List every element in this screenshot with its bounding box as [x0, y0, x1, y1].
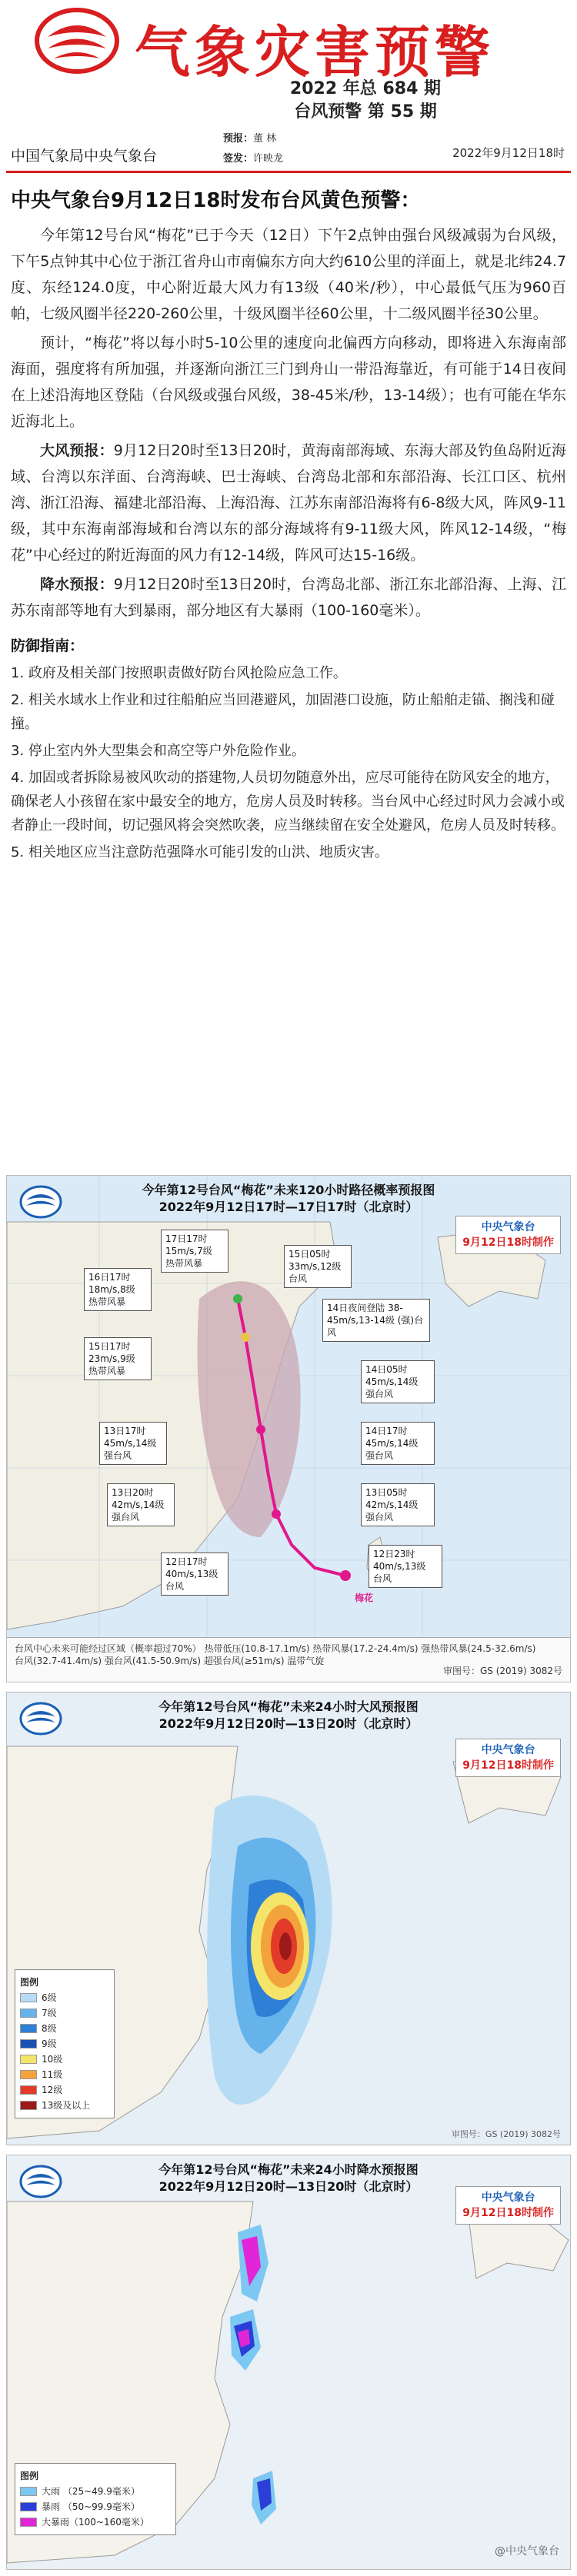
- document-header: [0, 0, 577, 165]
- weibo-watermark: @中央气象台: [495, 2545, 559, 2558]
- track-label: 14日17时 45m/s,14级 强台风: [361, 1422, 435, 1465]
- storm-name-label: 梅花: [355, 1593, 374, 1603]
- map2-title: 今年第12号台风“梅花”未来24小时大风预报图: [158, 1699, 419, 1714]
- map1-footer-line1: 台风中心未来可能经过区域（概率超过70%） 热带低压(10.8-17.1m/s) 热带风暴(17.2-24.4m/s) 强热带风暴(24.5-32.6m/s): [15, 1643, 536, 1654]
- map2-review-number: 审图号：GS (2019) 3082号: [451, 2129, 561, 2139]
- legend-label: 10级: [42, 2054, 63, 2065]
- track-label: 15日05时 33m/s,12级 台风: [284, 1245, 352, 1288]
- map2-brand-name: 中央气象台: [481, 1744, 535, 1756]
- legend-row: [20, 2005, 109, 2021]
- header-divider: [6, 171, 571, 173]
- map3-subtitle: 2022年9月12日20时—13日20时（北京时）: [158, 2179, 419, 2194]
- issue-total: 2022 年总 684 期: [289, 79, 442, 98]
- issuer-name: 许映龙: [253, 153, 284, 165]
- map3-legend: [15, 2463, 176, 2535]
- rain-label: 降水预报：: [40, 576, 114, 593]
- legend-label: 暴雨 （50~99.9毫米）: [42, 2501, 140, 2512]
- cma-logo-icon: [31, 6, 123, 75]
- legend-label: 7级: [42, 2008, 57, 2019]
- legend-label: 9级: [42, 2039, 57, 2049]
- map2-brand-time: 9月12日18时制作: [462, 1759, 554, 1772]
- legend-row: [20, 2098, 109, 2113]
- agency-name: 中国气象局中央气象台: [11, 148, 158, 165]
- guide-item: 5. 相关地区应当注意防范强降水可能引发的山洪、地质灾害。: [11, 844, 389, 860]
- track-label: 15日17时 23m/s,9级 热带风暴: [84, 1337, 152, 1380]
- legend-swatch: [20, 2009, 37, 2018]
- track-label: 17日17时 15m/s,7级 热带风暴: [161, 1230, 228, 1273]
- map2-subtitle: 2022年9月12日20时—13日20时（北京时）: [158, 1716, 419, 1731]
- forecaster-label: 预报：: [223, 133, 254, 145]
- guide-title: 防御指南：: [11, 637, 85, 654]
- legend-swatch: [20, 1993, 37, 2002]
- guide-list: [11, 661, 566, 864]
- track-label: 14日05时 45m/s,14级 强台风: [361, 1360, 435, 1403]
- paragraph-rain: [11, 571, 566, 624]
- legend-swatch: [20, 2039, 37, 2048]
- legend-row: [20, 2036, 109, 2052]
- legend-label: 12级: [42, 2085, 63, 2095]
- document-title: 气象灾害预警: [135, 20, 495, 85]
- track-label: 12日23时 40m/s,13级 台风: [369, 1545, 442, 1588]
- track-forecast-map: [6, 1175, 571, 1682]
- paragraph-forecast: 预计，“梅花”将以每小时5-10公里的速度向北偏西方向移动，即将进入东海南部海面，强度将有所加强，并逐渐向浙江三门到舟山一带沿海靠近，有可能于14日夜间在上述沿海地区登陆（台风级或强台风级，38-45米/秒，13-14级）；也有可能在华东近海北上。: [11, 334, 566, 430]
- guide-item: 2. 相关水域水上作业和过往船舶应当回港避风，加固港口设施，防止船舶走锚、搁浅和碰撞。: [11, 692, 555, 732]
- warning-subject: 中央气象台9月12日18时发布台风黄色预警：: [11, 189, 421, 212]
- legend-row: [20, 2082, 109, 2098]
- track-label: 12日17时 40m/s,13级 台风: [161, 1553, 228, 1596]
- map3-brand: [455, 2186, 561, 2225]
- signatories: [223, 129, 283, 169]
- legend-label: 11级: [42, 2069, 63, 2080]
- legend-swatch: [20, 2518, 37, 2527]
- map1-subtitle: 2022年9月12日17时—17日17时（北京时）: [158, 1200, 419, 1214]
- map1-brand-time: 9月12日18时制作: [462, 1236, 554, 1249]
- legend-swatch: [20, 2024, 37, 2033]
- wind-text: 9月12日20时至13日20时，黄海南部海域、东海大部及钓鱼岛附近海域、台湾以东洋面、台湾海峡、巴士海峡、台湾岛北部和东部沿海、长江口区、杭州湾、浙江沿海、福建北部沿海、上海沿海、江苏东南部沿海将有6-8级大风，阵风9-11级，其中东海南部海域和台湾以东的部分海域将有9-11级大风，阵风12-14级，“梅花”中心经过的附近海面的风力有12-14级，阵风可达15-16级。: [11, 442, 566, 564]
- guide-item: 3. 停止室内外大型集会和高空等户外危险作业。: [11, 743, 305, 759]
- track-label: 16日17时 18m/s,8级 热带风暴: [84, 1268, 152, 1311]
- paragraph-current-status: 今年第12号台风“梅花”已于今天（12日）下午2点钟由强台风级减弱为台风级，下午5点钟其中心位于浙江省舟山市南偏东方向大约610公里的洋面上，就是北纬24.7度、东经124.0度，中心附近最大风力有13级（40米/秒），中心最低气压为960百帕，七级风圈半径220-260公里，十级风圈半径60公里，十二级风圈半径30公里。: [11, 227, 566, 322]
- legend-row: [20, 2484, 171, 2499]
- issue-date: 2022年9月12日18时: [452, 146, 565, 160]
- legend-label: 8级: [42, 2023, 57, 2034]
- legend-swatch: [20, 2502, 37, 2511]
- track-label: 13日17时 45m/s,14级 强台风: [99, 1422, 167, 1465]
- legend-row: [20, 2067, 109, 2082]
- guide-item: 4. 加固或者拆除易被风吹动的搭建物,人员切勿随意外出，应尽可能待在防风安全的地方，确保老人小孩留在家中最安全的地方，危房人员及时转移。当台风中心经过时风力会减小或者静止一段时间，切记强风将会突然吹袭，应当继续留在安全处避风，危房人员及时转移。: [11, 770, 565, 834]
- map1-footer-line2: 台风(32.7-41.4m/s) 强台风(41.5-50.9m/s) 超强台风(≥51m/s) 温带气旋: [15, 1656, 325, 1666]
- map3-brand-time: 9月12日18时制作: [462, 2207, 554, 2219]
- legend-row: [20, 1990, 109, 2005]
- guide-item: 1. 政府及相关部门按照职责做好防台风抢险应急工作。: [11, 665, 347, 681]
- map3-title: 今年第12号台风“梅花”未来24小时降水预报图: [158, 2162, 419, 2177]
- legend-row: [20, 2052, 109, 2067]
- track-label: 13日20时 42m/s,14级 强台风: [107, 1483, 175, 1526]
- issuer-label: 签发：: [223, 153, 254, 165]
- rain-forecast-map: [6, 2155, 571, 2570]
- paragraph-wind: [11, 438, 566, 568]
- legend-swatch: [20, 2055, 37, 2064]
- legend-row: [20, 2514, 171, 2530]
- forecaster-name: 董 林: [253, 133, 277, 145]
- wind-forecast-map: [6, 1692, 571, 2145]
- rain-text: 9月12日20时至13日20时，台湾岛北部、浙江东北部沿海、上海、江苏东南部等地有大到暴雨，部分地区有大暴雨（100-160毫米）。: [11, 576, 566, 619]
- map3-brand-name: 中央气象台: [481, 2192, 535, 2204]
- map2-legend-items: [20, 1990, 109, 2113]
- legend-swatch: [20, 2070, 37, 2079]
- legend-label: 大暴雨（100~160毫米）: [42, 2517, 149, 2528]
- map3-legend-items: [20, 2484, 171, 2530]
- map1-brand-name: 中央气象台: [481, 1221, 535, 1233]
- map1-legend-footer: [7, 1637, 570, 1682]
- map2-legend: [15, 1969, 115, 2118]
- legend-swatch: [20, 2101, 37, 2110]
- legend-label: 6级: [42, 1992, 57, 2003]
- map1-title: 今年第12号台风“梅花”未来120小时路径概率预报图: [142, 1183, 435, 1197]
- legend-row: [20, 2499, 171, 2514]
- legend-swatch: [20, 2085, 37, 2095]
- wind-label: 大风预报：: [40, 442, 114, 459]
- map1-brand: [455, 1216, 561, 1254]
- map1-review-number: 审图号：GS (2019) 3082号: [443, 1666, 562, 1676]
- map2-brand: [455, 1739, 561, 1777]
- issue-typhoon: 台风预警 第 55 期: [294, 102, 437, 121]
- legend-row: [20, 2021, 109, 2036]
- map2-legend-title: 图例: [20, 1977, 39, 1988]
- document-body: [0, 185, 577, 867]
- legend-label: 大雨 （25~49.9毫米）: [42, 2486, 140, 2497]
- track-label: 13日05时 42m/s,14级 强台风: [361, 1483, 435, 1526]
- map3-legend-title: 图例: [20, 2471, 39, 2481]
- track-label: 14日夜间登陆 38-45m/s,13-14级 (强)台风: [322, 1299, 430, 1342]
- legend-swatch: [20, 2487, 37, 2496]
- legend-label: 13级及以上: [42, 2100, 91, 2111]
